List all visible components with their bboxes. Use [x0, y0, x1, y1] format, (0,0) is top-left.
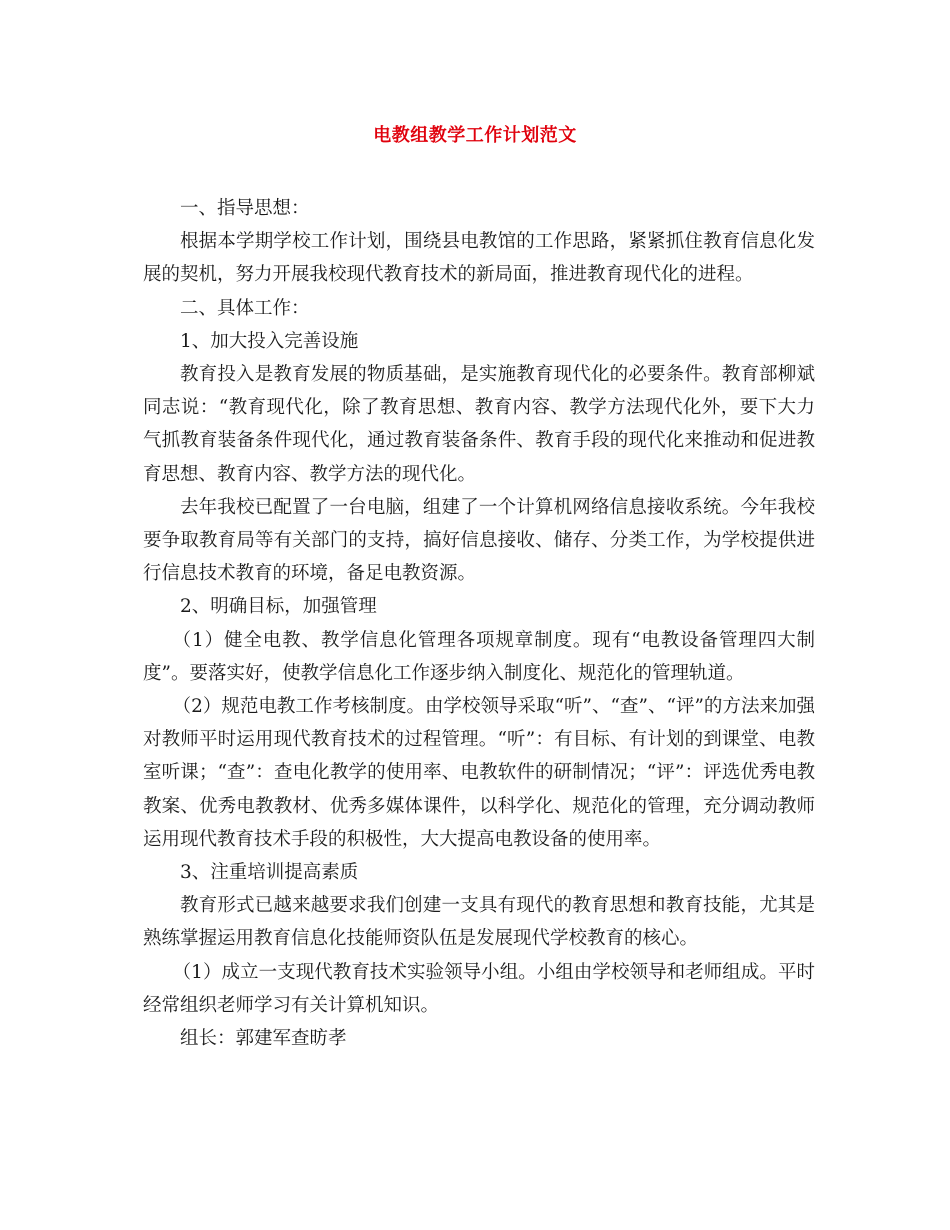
subheading-investment: 1、加大投入完善设施	[180, 330, 359, 352]
list-item: （1）健全电教、教学信息化管理各项规章制度。现有“电教设备管理四大制度”。要落实好，使教学信息化工作逐步纳入制度化、规范化的管理轨道。	[143, 629, 815, 684]
paragraph: 教育投入是教育发展的物质基础，是实施教育现代化的必要条件。教育部柳斌同志说：“教育现代化，除了教育思想、教育内容、教学方法现代化外，要下大力气抓教育装备条件现代化，通过教育装备条件、教育手段的现代化来推动和促进教育思想、教育内容、教学方法的现代化。	[143, 364, 815, 485]
document-body	[143, 192, 815, 1055]
list-item: （2）规范电教工作考核制度。由学校领导采取“听”、“查”、“评”的方法来加强对教师平时运用现代教育技术的过程管理。“听”：有目标、有计划的到课堂、电教室听课；“查”：查电化教学的使用率、电教软件的研制情况；“评”：评选优秀电教教案、优秀电教教材、优秀多媒体课件，以科学化、规范化的管理，充分调动教师运用现代教育技术手段的积极性，大大提高电教设备的使用率。	[143, 696, 815, 850]
paragraph: 教育形式已越来越要求我们创建一支具有现代的教育思想和教育技能，尤其是熟练掌握运用教育信息化技能师资队伍是发展现代学校教育的核心。	[143, 895, 815, 950]
paragraph-team-leader: 组长：郭建军查昉孝	[180, 1028, 347, 1050]
paragraph: 根据本学期学校工作计划，围绕县电教馆的工作思路，紧紧抓住教育信息化发展的契机，努力开展我校现代教育技术的新局面，推进教育现代化的进程。	[143, 231, 815, 286]
section-heading-guiding-thought: 一、指导思想：	[180, 198, 310, 219]
list-item: （1）成立一支现代教育技术实验领导小组。小组由学校领导和老师组成。平时经常组织老师学习有关计算机知识。	[143, 961, 815, 1016]
subheading-training: 3、注重培训提高素质	[180, 862, 359, 884]
subheading-goals-management: 2、明确目标，加强管理	[180, 596, 377, 618]
section-heading-specific-work: 二、具体工作：	[180, 297, 310, 319]
document-title: 电教组教学工作计划范文	[373, 125, 577, 146]
paragraph: 去年我校已配置了一台电脑，组建了一个计算机网络信息接收系统。今年我校要争取教育局等有关部门的支持，搞好信息接收、储存、分类工作，为学校提供进行信息技术教育的环境，备足电教资源。	[143, 496, 815, 585]
